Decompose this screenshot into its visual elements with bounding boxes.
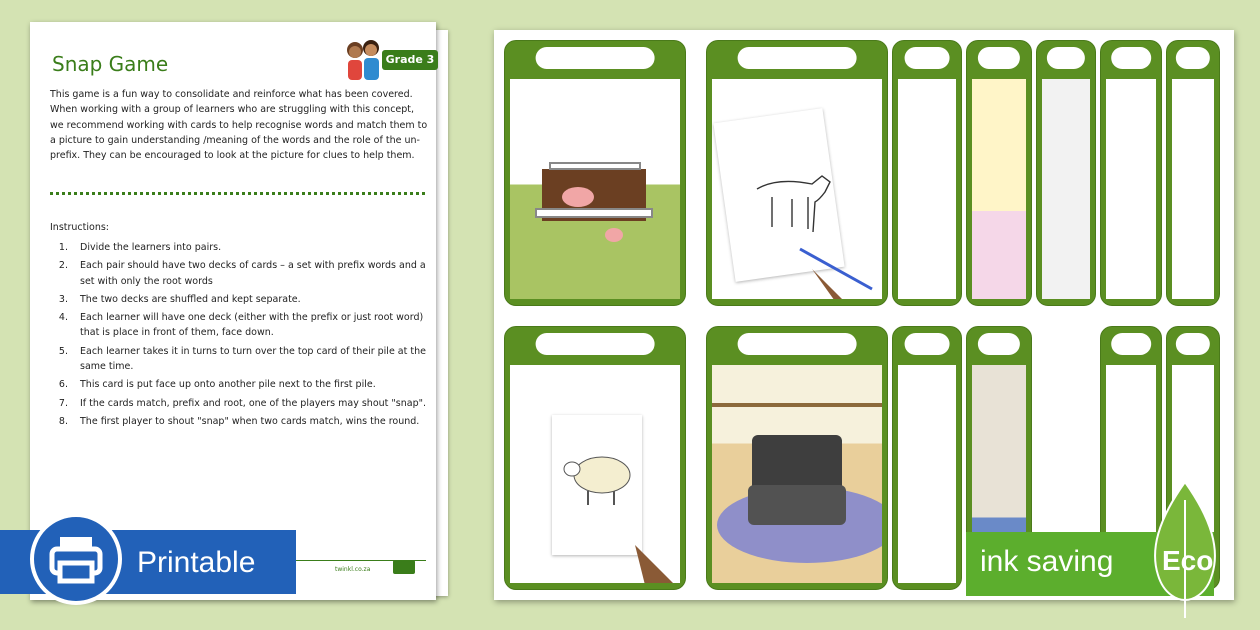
- list-item: 2. Each pair should have two decks of cards – a set with prefix words and a set with only the root words: [58, 260, 426, 287]
- card-drawing-sheep: [504, 326, 686, 590]
- instructions-list: [50, 240, 430, 432]
- footer-url: twinkl.co.za: [335, 566, 371, 573]
- card-suitcase: [706, 326, 888, 590]
- card-drawing-cow: [706, 40, 888, 306]
- list-item: 5. Each learner takes it in turns to turn over the top card of their pile at the same time.: [58, 345, 426, 373]
- page-title: Snap Game: [52, 52, 169, 76]
- printer-icon: [34, 517, 118, 601]
- card-pig-pen: [504, 40, 686, 306]
- sheep-illustration: [510, 365, 680, 583]
- ink-saving-label: ink saving: [980, 545, 1114, 578]
- card-stacked: [892, 326, 962, 590]
- card-stacked: [1166, 40, 1220, 306]
- list-item: 6. This card is put face up onto another pile next to the first pile.: [58, 379, 376, 391]
- instructions-heading: Instructions:: [50, 222, 109, 233]
- card-stacked: [966, 40, 1032, 306]
- list-item: 7. If the cards match, prefix and root, one of the players may shout "snap".: [58, 397, 426, 409]
- printable-badge: [30, 513, 122, 605]
- cow-sketch-illustration: [712, 79, 882, 299]
- children-illustration: [340, 36, 388, 82]
- list-item: 3. The two decks are shuffled and kept separate.: [58, 293, 301, 305]
- dotted-divider: [50, 192, 425, 195]
- twinkl-logo: [393, 560, 415, 574]
- pig-pen-illustration: [510, 79, 680, 299]
- card-stacked: [1036, 40, 1096, 306]
- printable-label: Printable: [137, 546, 256, 579]
- intro-paragraph: This game is a fun way to consolidate and reinforce what has been covered. When working with a group of learners who are struggling with this concept, we recommend working with cards to help recognise words and match them to a picture to gain understanding /meaning of the words and the role of the un- prefix. They can be encouraged to look at the picture for clues to help them.: [50, 89, 428, 162]
- eco-label: Eco: [1162, 545, 1214, 576]
- list-item: 1. Divide the learners into pairs.: [58, 242, 222, 253]
- card-stacked: [1100, 40, 1162, 306]
- list-item: 4. Each learner will have one deck (either with the prefix or just root word) that is place in front of them, face down.: [58, 312, 424, 339]
- list-item: 8. The first player to shout "snap" when two cards match, wins the round.: [58, 415, 420, 427]
- worksheet-page: [30, 22, 436, 600]
- card-stacked: [892, 40, 962, 306]
- grade-badge: Grade 3: [382, 50, 438, 70]
- suitcase-illustration: [712, 365, 882, 583]
